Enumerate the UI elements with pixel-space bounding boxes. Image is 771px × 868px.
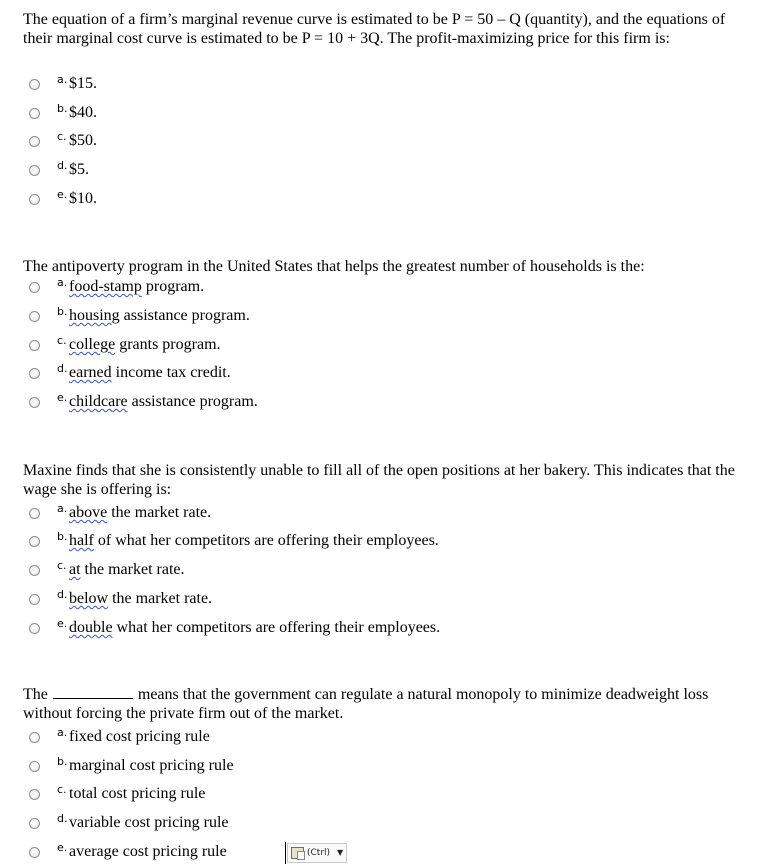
clipboard-icon bbox=[291, 847, 304, 859]
answer-option[interactable] bbox=[23, 532, 723, 556]
answer-option[interactable] bbox=[23, 336, 723, 360]
option-letter: d. bbox=[57, 362, 68, 375]
question-stem bbox=[23, 685, 753, 723]
option-letter: c. bbox=[57, 783, 67, 796]
option-letter: a. bbox=[57, 502, 68, 515]
radio-button[interactable] bbox=[29, 368, 40, 379]
radio-button[interactable] bbox=[29, 594, 40, 605]
answer-option[interactable] bbox=[23, 757, 723, 781]
option-text bbox=[69, 278, 204, 296]
option-letter: e. bbox=[57, 188, 68, 201]
option-letter: b. bbox=[57, 102, 68, 115]
option-text: $5. bbox=[69, 161, 89, 178]
radio-button[interactable] bbox=[29, 136, 40, 147]
option-text: average cost pricing rule bbox=[69, 843, 227, 860]
answer-option[interactable] bbox=[23, 561, 723, 585]
radio-button[interactable] bbox=[29, 282, 40, 293]
question-2 bbox=[23, 257, 753, 410]
radio-button[interactable] bbox=[29, 79, 40, 90]
question-stem: The equation of a firm’s marginal revenue curve is estimated to be P = 50 – Q (quantity), and the equations of their marginal cost curve is estimated to be P = 10 + 3Q. The profit-maximizing price for this firm is: bbox=[23, 11, 726, 47]
option-letter: a. bbox=[57, 726, 68, 739]
option-rest: the market rate. bbox=[108, 590, 213, 607]
option-rest: the market rate. bbox=[107, 504, 212, 521]
question-stem: The antipoverty program in the United States that helps the greatest number of households is the: bbox=[23, 258, 645, 275]
option-text bbox=[69, 393, 258, 411]
answer-option[interactable] bbox=[23, 728, 723, 752]
option-keyword: college bbox=[69, 336, 116, 353]
option-text: total cost pricing rule bbox=[69, 785, 206, 802]
answer-option[interactable] bbox=[23, 843, 723, 867]
radio-button[interactable] bbox=[29, 397, 40, 408]
option-keyword: childcare bbox=[69, 393, 128, 410]
option-letter: a. bbox=[57, 73, 68, 86]
option-text: $40. bbox=[69, 104, 97, 121]
option-text bbox=[69, 364, 231, 382]
stem-before-blank: The bbox=[23, 686, 48, 703]
answer-option[interactable] bbox=[23, 364, 723, 388]
radio-button[interactable] bbox=[29, 818, 40, 829]
option-letter: d. bbox=[57, 812, 68, 825]
dropdown-arrow-icon: ▼ bbox=[337, 848, 344, 857]
option-text bbox=[69, 619, 440, 637]
option-rest: what her competitors are offering their employees. bbox=[112, 619, 441, 636]
option-text bbox=[69, 590, 212, 608]
answer-option[interactable] bbox=[23, 504, 723, 528]
stem-after-blank: means that the government can regulate a natural monopoly to minimize deadweight loss without forcing the private firm out of the market. bbox=[23, 686, 709, 722]
answer-option[interactable] bbox=[23, 590, 723, 614]
radio-button[interactable] bbox=[29, 761, 40, 772]
radio-button[interactable] bbox=[29, 732, 40, 743]
option-letter: c. bbox=[57, 559, 67, 572]
radio-button[interactable] bbox=[29, 789, 40, 800]
option-letter: c. bbox=[57, 334, 67, 347]
radio-button[interactable] bbox=[29, 536, 40, 547]
option-rest: income tax credit. bbox=[111, 364, 231, 381]
option-rest: the market rate. bbox=[80, 561, 185, 578]
paste-options-button[interactable] bbox=[287, 843, 347, 863]
text-cursor bbox=[285, 842, 286, 864]
radio-button[interactable] bbox=[29, 847, 40, 858]
option-rest: assistance program. bbox=[127, 393, 258, 410]
option-keyword: at bbox=[69, 561, 81, 578]
answer-option[interactable] bbox=[23, 104, 723, 128]
radio-button[interactable] bbox=[29, 565, 40, 576]
answer-option[interactable] bbox=[23, 619, 723, 643]
question-3 bbox=[23, 461, 753, 636]
option-keyword: double bbox=[69, 619, 113, 636]
option-letter: b. bbox=[57, 530, 68, 543]
answer-option[interactable] bbox=[23, 278, 723, 302]
option-letter: e. bbox=[57, 841, 68, 854]
radio-button[interactable] bbox=[29, 340, 40, 351]
option-keyword: housing bbox=[69, 307, 120, 324]
question-4 bbox=[23, 685, 753, 860]
fill-in-blank bbox=[53, 686, 133, 699]
answer-option[interactable] bbox=[23, 75, 723, 99]
option-text: marginal cost pricing rule bbox=[69, 757, 234, 774]
option-keyword: earned bbox=[69, 364, 112, 381]
option-keyword: food-stamp bbox=[69, 278, 142, 295]
option-text: fixed cost pricing rule bbox=[69, 728, 210, 745]
option-keyword: above bbox=[69, 504, 108, 521]
option-rest: of what her competitors are offering their employees. bbox=[93, 532, 439, 549]
option-text bbox=[69, 561, 185, 579]
option-keyword: below bbox=[69, 590, 109, 607]
radio-button[interactable] bbox=[29, 194, 40, 205]
answer-option[interactable] bbox=[23, 814, 723, 838]
option-letter: d. bbox=[57, 588, 68, 601]
answer-option[interactable] bbox=[23, 785, 723, 809]
radio-button[interactable] bbox=[29, 108, 40, 119]
option-rest: program. bbox=[141, 278, 205, 295]
question-stem: Maxine finds that she is consistently unable to fill all of the open positions at her bakery. This indicates that the wage she is offering is: bbox=[23, 462, 735, 498]
option-text: $50. bbox=[69, 132, 97, 149]
radio-button[interactable] bbox=[29, 165, 40, 176]
option-letter: e. bbox=[57, 391, 68, 404]
option-letter: e. bbox=[57, 617, 68, 630]
option-text bbox=[69, 336, 221, 354]
option-letter: b. bbox=[57, 755, 68, 768]
answer-option[interactable] bbox=[23, 393, 723, 417]
option-rest: assistance program. bbox=[119, 307, 250, 324]
radio-button[interactable] bbox=[29, 508, 40, 519]
option-text bbox=[69, 504, 211, 522]
option-text: $10. bbox=[69, 190, 97, 207]
option-keyword: half bbox=[69, 532, 94, 549]
option-letter: a. bbox=[57, 276, 68, 289]
question-1 bbox=[23, 10, 753, 207]
option-text bbox=[69, 532, 439, 550]
answer-option[interactable] bbox=[23, 307, 723, 331]
option-letter: d. bbox=[57, 159, 68, 172]
option-rest: grants program. bbox=[115, 336, 221, 353]
radio-button[interactable] bbox=[29, 311, 40, 322]
option-text: variable cost pricing rule bbox=[69, 814, 229, 831]
answer-option[interactable] bbox=[23, 190, 723, 214]
option-letter: b. bbox=[57, 305, 68, 318]
answer-option[interactable] bbox=[23, 161, 723, 185]
answer-option[interactable] bbox=[23, 132, 723, 156]
radio-button[interactable] bbox=[29, 623, 40, 634]
option-text bbox=[69, 307, 250, 325]
paste-options-label: (Ctrl) bbox=[307, 848, 331, 858]
option-text: $15. bbox=[69, 75, 97, 92]
option-letter: c. bbox=[57, 130, 67, 143]
